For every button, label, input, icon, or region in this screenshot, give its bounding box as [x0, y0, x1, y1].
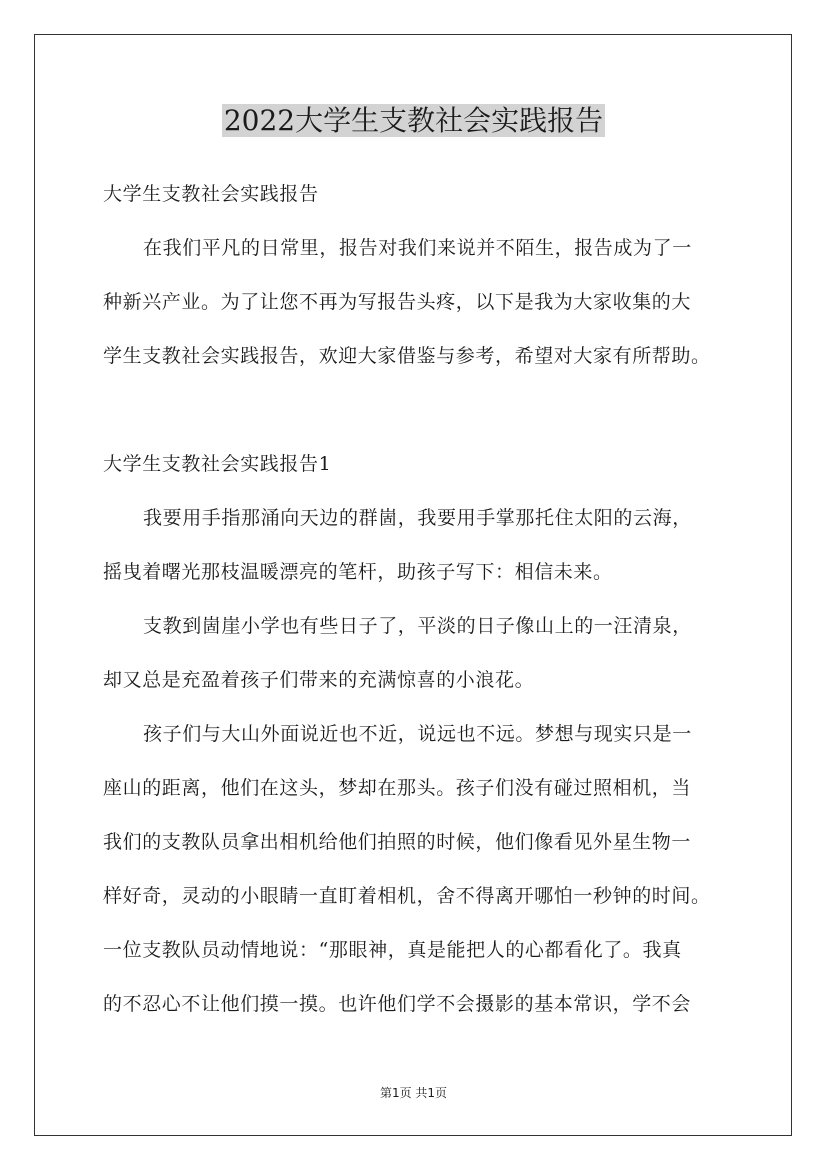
- intro-line-2: 种新兴产业。为了让您不再为写报告头疼，以下是我为大家收集的大: [103, 291, 692, 313]
- document-title: 2022大学生支教社会实践报告: [223, 104, 604, 137]
- paragraph-3-line-3: 我们的支教队员拿出相机给他们拍照的时候，他们像看见外星生物一: [103, 831, 692, 853]
- paragraph-3-line-1: 孩子们与大山外面说近也不近，说远也不远。梦想与现实只是一: [143, 723, 692, 745]
- paragraph-2-line-2: 却又总是充盈着孩子们带来的充满惊喜的小浪花。: [103, 669, 535, 691]
- paragraph-3-line-2: 座山的距离，他们在这头，梦却在那头。孩子们没有碰过照相机，当: [103, 777, 692, 799]
- paragraph-3-line-5: 一位支教队员动情地说：“那眼神，真是能把人的心都看化了。我真: [103, 939, 682, 961]
- section-heading: 大学生支教社会实践报告1: [103, 453, 332, 475]
- paragraph-2-line-1: 支教到崮崖小学也有些日子了，平淡的日子像山上的一汪清泉，: [143, 615, 692, 637]
- paragraph-3-line-4: 样好奇，灵动的小眼睛一直盯着相机，舍不得离开哪怕一秒钟的时间。: [103, 885, 711, 907]
- intro-line-3: 学生支教社会实践报告，欢迎大家借鉴与参考，希望对大家有所帮助。: [103, 345, 711, 367]
- paragraph-1-line-2: 摇曳着曙光那枝温暖漂亮的笔杆，助孩子写下：相信未来。: [103, 561, 613, 583]
- intro-line-1: 在我们平凡的日常里，报告对我们来说并不陌生，报告成为了一: [143, 237, 692, 259]
- paragraph-1-line-1: 我要用手指那涌向天边的群崮，我要用手掌那托住太阳的云海，: [143, 507, 692, 529]
- paragraph-3-line-6: 的不忍心不让他们摸一摸。也许他们学不会摄影的基本常识，学不会: [103, 993, 692, 1015]
- document-subtitle: 大学生支教社会实践报告: [103, 183, 319, 205]
- page-footer: 第1页 共1页: [379, 1086, 448, 1100]
